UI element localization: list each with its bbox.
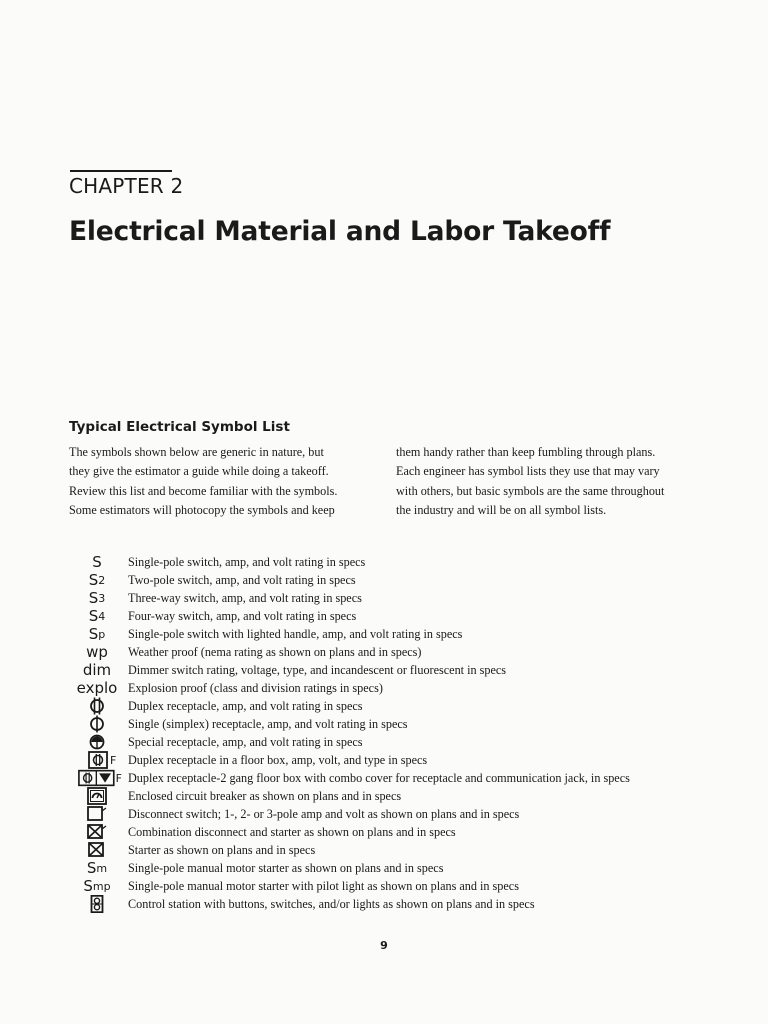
symbol-subscript: 4 [98, 609, 106, 623]
symbol-description: Three-way switch, amp, and volt rating in specs [128, 591, 362, 605]
symbol-description: Four-way switch, amp, and volt rating in specs [128, 609, 357, 623]
chapter-rule [70, 170, 172, 172]
symbol-row [0, 841, 768, 859]
symbol-row [0, 895, 768, 913]
intro-line: the industry and will be on all symbol lists. [396, 503, 607, 518]
intro-right-column [396, 443, 664, 521]
symbol-row [0, 823, 768, 841]
symbol-description: Weather proof (nema rating as shown on plans and in specs) [128, 645, 422, 659]
symbol-row [0, 787, 768, 805]
symbol-text: S [83, 877, 93, 895]
symbol-row [0, 697, 768, 715]
symbol-description: Dimmer switch rating, voltage, type, and incandescent or fluorescent in specs [128, 663, 507, 677]
symbol-row [0, 571, 768, 589]
chapter-title: Electrical Material and Labor Takeoff [69, 216, 611, 247]
explosion-proof-symbol [72, 679, 122, 697]
switch-symbol [72, 607, 122, 625]
intro-line: Some estimators will photocopy the symbols and keep [69, 503, 335, 518]
symbol-description: Single-pole manual motor starter with pilot light as shown on plans and in specs [128, 879, 519, 893]
disconnect-switch-icon [72, 805, 122, 823]
symbol-subscript: 2 [98, 573, 106, 587]
combination-starter-icon [72, 823, 122, 841]
symbol-row [0, 769, 768, 787]
control-station-icon [72, 895, 122, 913]
symbol-row [0, 553, 768, 571]
symbol-description: Starter as shown on plans and in specs [128, 843, 316, 857]
symbol-description: Special receptacle, amp, and volt rating in specs [128, 735, 363, 749]
symbol-description: Single-pole switch with lighted handle, amp, and volt rating in specs [128, 627, 463, 641]
symbol-row [0, 859, 768, 877]
intro-line: with others, but basic symbols are the same throughout [396, 483, 665, 498]
enclosed-breaker-icon [72, 787, 122, 805]
symbol-row [0, 679, 768, 697]
symbol-text: S [88, 625, 99, 643]
symbol-text: S [92, 553, 102, 571]
symbol-row [0, 715, 768, 733]
intro-line: them handy rather than keep fumbling through plans. [396, 445, 656, 459]
symbol-description: Duplex receptacle, amp, and volt rating in specs [128, 699, 363, 713]
symbol-description: Enclosed circuit breaker as shown on plans and in specs [128, 789, 402, 803]
symbol-description: Two-pole switch, amp, and volt rating in specs [128, 573, 356, 587]
symbol-description: Disconnect switch; 1-, 2- or 3-pole amp and volt as shown on plans and in specs [128, 807, 520, 821]
symbol-subscript: F [115, 771, 122, 785]
symbol-description: Duplex receptacle-2 gang floor box with combo cover for receptacle and communication jack, in specs [128, 771, 630, 785]
floor-box-combo-icon [72, 769, 122, 787]
chapter-label: CHAPTER 2 [69, 174, 184, 198]
symbol-subscript: mp [92, 879, 111, 893]
symbol-description: Explosion proof (class and division ratings in specs) [128, 681, 383, 695]
switch-symbol [72, 553, 122, 571]
intro-line: Review this list and become familiar with the symbols. [69, 483, 338, 498]
symbol-description: Single-pole manual motor starter as shown on plans and in specs [128, 861, 444, 875]
intro-left-column [69, 443, 337, 521]
simplex-receptacle-icon [72, 715, 122, 733]
symbol-description: Single-pole switch, amp, and volt rating in specs [128, 555, 366, 569]
duplex-receptacle-icon [72, 697, 122, 715]
symbol-text: dim [82, 661, 112, 679]
symbol-subscript: 3 [98, 591, 106, 605]
symbol-row [0, 805, 768, 823]
switch-symbol [72, 625, 122, 643]
symbol-row [0, 751, 768, 769]
symbol-row [0, 733, 768, 751]
symbol-subscript: F [110, 753, 117, 767]
symbol-description: Combination disconnect and starter as shown on plans and in specs [128, 825, 456, 839]
symbol-row [0, 877, 768, 895]
intro-line: The symbols shown below are generic in nature, but [69, 445, 324, 459]
page-number: 9 [380, 939, 388, 952]
special-receptacle-icon [72, 733, 122, 751]
symbol-text: explo [76, 679, 118, 697]
starter-icon [72, 841, 122, 859]
dimmer-symbol [72, 661, 122, 679]
symbol-text: wp [86, 643, 108, 661]
switch-symbol [72, 589, 122, 607]
switch-symbol [72, 571, 122, 589]
symbol-row [0, 607, 768, 625]
symbol-text: S [86, 859, 97, 877]
symbol-text: S [88, 607, 99, 625]
motor-starter-symbol [72, 859, 122, 877]
symbol-text: S [88, 571, 99, 589]
section-heading: Typical Electrical Symbol List [69, 419, 290, 435]
symbol-text: S [88, 589, 99, 607]
symbol-description: Control station with buttons, switches, and/or lights as shown on plans and in specs [128, 897, 535, 911]
symbol-subscript: p [98, 627, 106, 641]
symbol-subscript: m [96, 861, 108, 875]
symbol-row [0, 589, 768, 607]
intro-line: they give the estimator a guide while doing a takeoff. [69, 464, 329, 479]
symbol-row [0, 643, 768, 661]
floor-box-receptacle-icon [72, 751, 122, 769]
symbol-row [0, 625, 768, 643]
motor-starter-pilot-symbol [72, 877, 122, 895]
weatherproof-symbol [72, 643, 122, 661]
symbol-description: Duplex receptacle in a floor box, amp, volt, and type in specs [128, 753, 428, 767]
intro-line: Each engineer has symbol lists they use that may vary [396, 464, 660, 479]
symbol-row [0, 661, 768, 679]
symbol-description: Single (simplex) receptacle, amp, and volt rating in specs [128, 717, 408, 731]
